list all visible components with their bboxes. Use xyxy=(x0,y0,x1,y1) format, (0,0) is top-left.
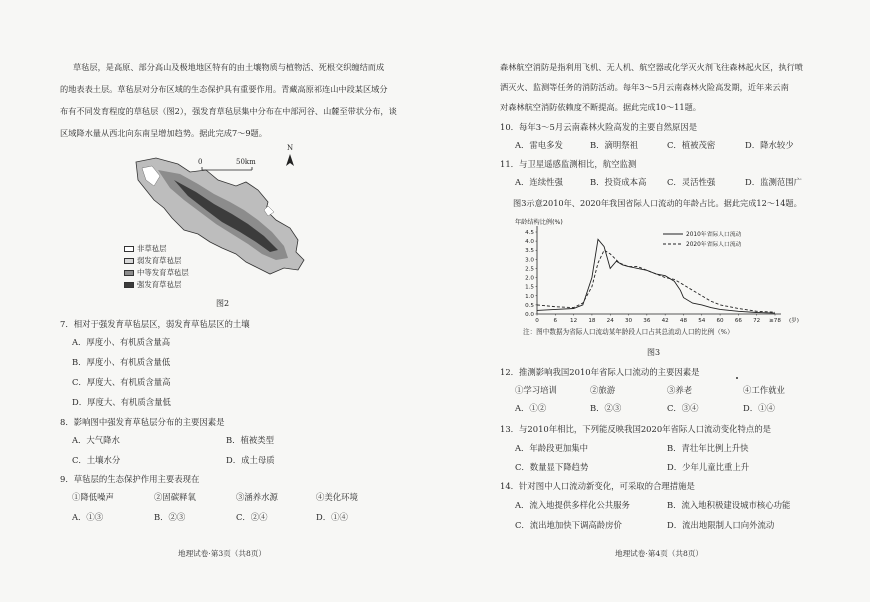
legend-label: 强发育草毡层 xyxy=(137,280,182,289)
q12-option-a[interactable]: A．①② xyxy=(515,403,547,413)
q11-option-d[interactable]: D．监测范围广 xyxy=(745,177,802,187)
y-tick-label: 3.5 xyxy=(525,248,534,255)
legend-swatch xyxy=(124,282,134,288)
y-tick-label: 4.0 xyxy=(525,239,534,246)
q8-option-b[interactable]: B．植被类型 xyxy=(226,435,275,445)
question-11-stem: 11．与卫星遥感监测相比，航空监测 xyxy=(500,159,637,169)
q9-item-2: ②固碳释氧 xyxy=(154,492,196,502)
legend-non-mat xyxy=(124,243,167,254)
legend-strong xyxy=(124,279,181,290)
intro-line-1: 草毡层，是高原、部分高山及极地地区特有的由土壤物质与植物活、死根交织缠结而成 xyxy=(73,62,385,72)
x-tick-label: 18 xyxy=(588,318,596,324)
q9-option-a[interactable]: A．①③ xyxy=(72,512,104,522)
legend-label: 中等发育草毡层 xyxy=(137,268,189,277)
q9-item-4: ④美化环境 xyxy=(316,492,358,502)
x-tick-label: 12 xyxy=(570,318,578,324)
figure-3-chart xyxy=(513,214,803,326)
intro-line-3: 对森林航空消防依赖度不断提高。据此完成10～11题。 xyxy=(500,102,701,112)
legend-label: 2010年省际人口流动 xyxy=(686,232,742,238)
scale-km-label: 50km xyxy=(236,158,256,166)
intro-line-3: 布有不同发育程度的草毡层（图2），强发育草毡层集中分布在中部河谷、山麓至带状分布，谈 xyxy=(60,106,397,116)
y-tick-label: 2.5 xyxy=(525,266,534,273)
x-tick-label: ≥78 xyxy=(769,318,781,324)
x-tick-label: 36 xyxy=(643,318,651,324)
x-tick-label: 60 xyxy=(716,318,724,324)
x-tick-label: 66 xyxy=(734,318,742,324)
y-tick-label: 0.0 xyxy=(525,312,534,318)
q11-option-c[interactable]: C．灵活性强 xyxy=(667,177,716,187)
intro-line-4: 区域降水量从西北向东南呈增加趋势。据此完成7～9题。 xyxy=(60,128,267,138)
x-tick-label: 54 xyxy=(698,318,706,324)
q13-option-a[interactable]: A．年龄段更加集中 xyxy=(515,443,589,453)
legend-medium xyxy=(124,267,189,278)
question-12-stem: 12．推测影响我国2010年省际人口流动的主要因素是 xyxy=(500,367,700,377)
y-tick-label: 1.5 xyxy=(525,284,534,291)
north-arrow-icon xyxy=(286,154,294,166)
q13-option-c[interactable]: C．数量显下降趋势 xyxy=(515,462,589,472)
q10-option-a[interactable]: A．雷电多发 xyxy=(515,140,563,150)
q9-option-b[interactable]: B．②③ xyxy=(154,512,186,522)
q9-option-d[interactable]: D．①④ xyxy=(316,512,348,522)
legend-swatch xyxy=(124,246,134,252)
series-line-2020 xyxy=(537,250,775,312)
q8-option-c[interactable]: C．土壤水分 xyxy=(72,455,121,465)
scan-mark xyxy=(736,377,738,379)
right-page-footer: 地理试卷·第4页（共8页） xyxy=(615,549,704,558)
q7-option-b[interactable]: B．厚度小、有机质含量低 xyxy=(72,357,171,367)
question-14-stem: 14．针对图中人口流动新变化，可采取的合理措施是 xyxy=(500,481,695,491)
y-tick-label: 3.0 xyxy=(525,257,534,264)
question-10-stem: 10．每年3～5月云南森林火险高发的主要自然原因是 xyxy=(500,122,698,132)
legend-label: 非草毡层 xyxy=(137,244,167,253)
y-axis-label: 年龄结构比例(%) xyxy=(515,219,563,226)
question-7-stem: 7．相对于强发育草毡层区，弱发育草毡层区的土壤 xyxy=(60,319,250,329)
figure-3-caption: 图3 xyxy=(647,348,661,357)
q14-option-b[interactable]: B．流入地积极建设城市核心功能 xyxy=(667,500,791,510)
x-tick-label: 72 xyxy=(753,318,761,324)
legend-label: 弱发育草毡层 xyxy=(137,256,182,265)
q12-item-4: ④工作就业 xyxy=(743,385,785,395)
q14-option-a[interactable]: A．流入地提供多样化公共服务 xyxy=(515,500,630,510)
intro-2: 图3示意2010年、2020年我国省际人口流动的年龄占比。据此完成12～14题。 xyxy=(513,198,802,208)
q14-option-c[interactable]: C．流出地加快下调高龄房价 xyxy=(515,520,622,530)
figure-2-caption: 图2 xyxy=(216,299,230,308)
q11-option-b[interactable]: B．投资成本高 xyxy=(590,177,647,187)
intro-line-2: 洒灭火、监测等任务的消防活动。每年3～5月云南森林火险高发期，近年来云南 xyxy=(500,82,789,92)
q8-option-d[interactable]: D．成土母质 xyxy=(226,455,275,465)
x-tick-label: 30 xyxy=(624,318,633,324)
question-8-stem: 8．影响图中强发育草毡层分布的主要因素是 xyxy=(60,417,225,427)
q12-option-c[interactable]: C．③④ xyxy=(667,403,699,413)
x-tick-label: 6 xyxy=(553,318,558,324)
north-label: N xyxy=(287,144,294,152)
q12-item-3: ③养老 xyxy=(667,385,693,395)
y-tick-label: 1.0 xyxy=(525,293,534,300)
x-axis-label: (岁) xyxy=(789,318,799,324)
q11-option-a[interactable]: A．连续性强 xyxy=(515,177,563,187)
q9-item-1: ①降低噪声 xyxy=(72,492,114,502)
x-tick-label: 48 xyxy=(679,318,688,324)
x-tick-label: 42 xyxy=(661,318,669,324)
left-page-footer: 地理试卷·第3页（共8页） xyxy=(178,549,267,558)
y-tick-label: 4.5 xyxy=(525,230,534,236)
q8-option-a[interactable]: A．大气降水 xyxy=(72,435,120,445)
q12-item-1: ①学习培训 xyxy=(515,385,557,395)
x-tick-label: 0 xyxy=(535,318,539,324)
scale-zero-label: 0 xyxy=(198,158,203,166)
y-tick-label: 2.0 xyxy=(525,275,534,282)
q7-option-d[interactable]: D．厚度大、有机质含量低 xyxy=(72,397,171,407)
q12-option-b[interactable]: B．②③ xyxy=(590,403,622,413)
chart-note: 注：图中数据为省际人口流动某年龄段人口占其总流动人口的比例（%） xyxy=(523,328,734,336)
q9-item-3: ③涵养水源 xyxy=(236,492,278,502)
q10-option-d[interactable]: D．降水较少 xyxy=(745,140,794,150)
q12-option-d[interactable]: D．①④ xyxy=(743,403,775,413)
series-line-2010 xyxy=(537,239,775,313)
legend-swatch xyxy=(124,270,134,276)
question-9-stem: 9．草毡层的生态保护作用主要表现在 xyxy=(60,474,200,484)
q12-item-2: ②旅游 xyxy=(590,385,616,395)
q10-option-b[interactable]: B．滴明祭祖 xyxy=(590,140,639,150)
q9-option-c[interactable]: C．②④ xyxy=(236,512,268,522)
legend-swatch xyxy=(124,258,134,264)
legend-weak xyxy=(124,255,181,266)
intro-line-2: 的地表表土层。草毡层对分布区域的生态保护具有重要作用。青藏高原祁连山中段某区域分 xyxy=(60,84,388,94)
q14-option-d[interactable]: D．流出地限制人口向外流动 xyxy=(667,520,775,530)
intro-line-1: 森林航空消防是指利用飞机、无人机、航空器或化学灭火剂飞往森林起火区，执行喷 xyxy=(500,62,803,72)
q7-option-a[interactable]: A．厚度小、有机质含量高 xyxy=(72,337,171,347)
legend-label: 2020年省际人口流动 xyxy=(686,242,742,248)
q13-option-b[interactable]: B．青壮年比例上升快 xyxy=(667,443,749,453)
q7-option-c[interactable]: C．厚度大、有机质含量高 xyxy=(72,377,171,387)
question-13-stem: 13．与2010年相比，下列能反映我国2020年省际人口流动变化特点的是 xyxy=(500,424,772,434)
q10-option-c[interactable]: C．植被茂密 xyxy=(667,140,716,150)
y-tick-label: 0.5 xyxy=(525,302,534,309)
x-tick-label: 24 xyxy=(606,318,614,324)
q13-option-d[interactable]: D．少年儿童比重上升 xyxy=(667,462,750,472)
